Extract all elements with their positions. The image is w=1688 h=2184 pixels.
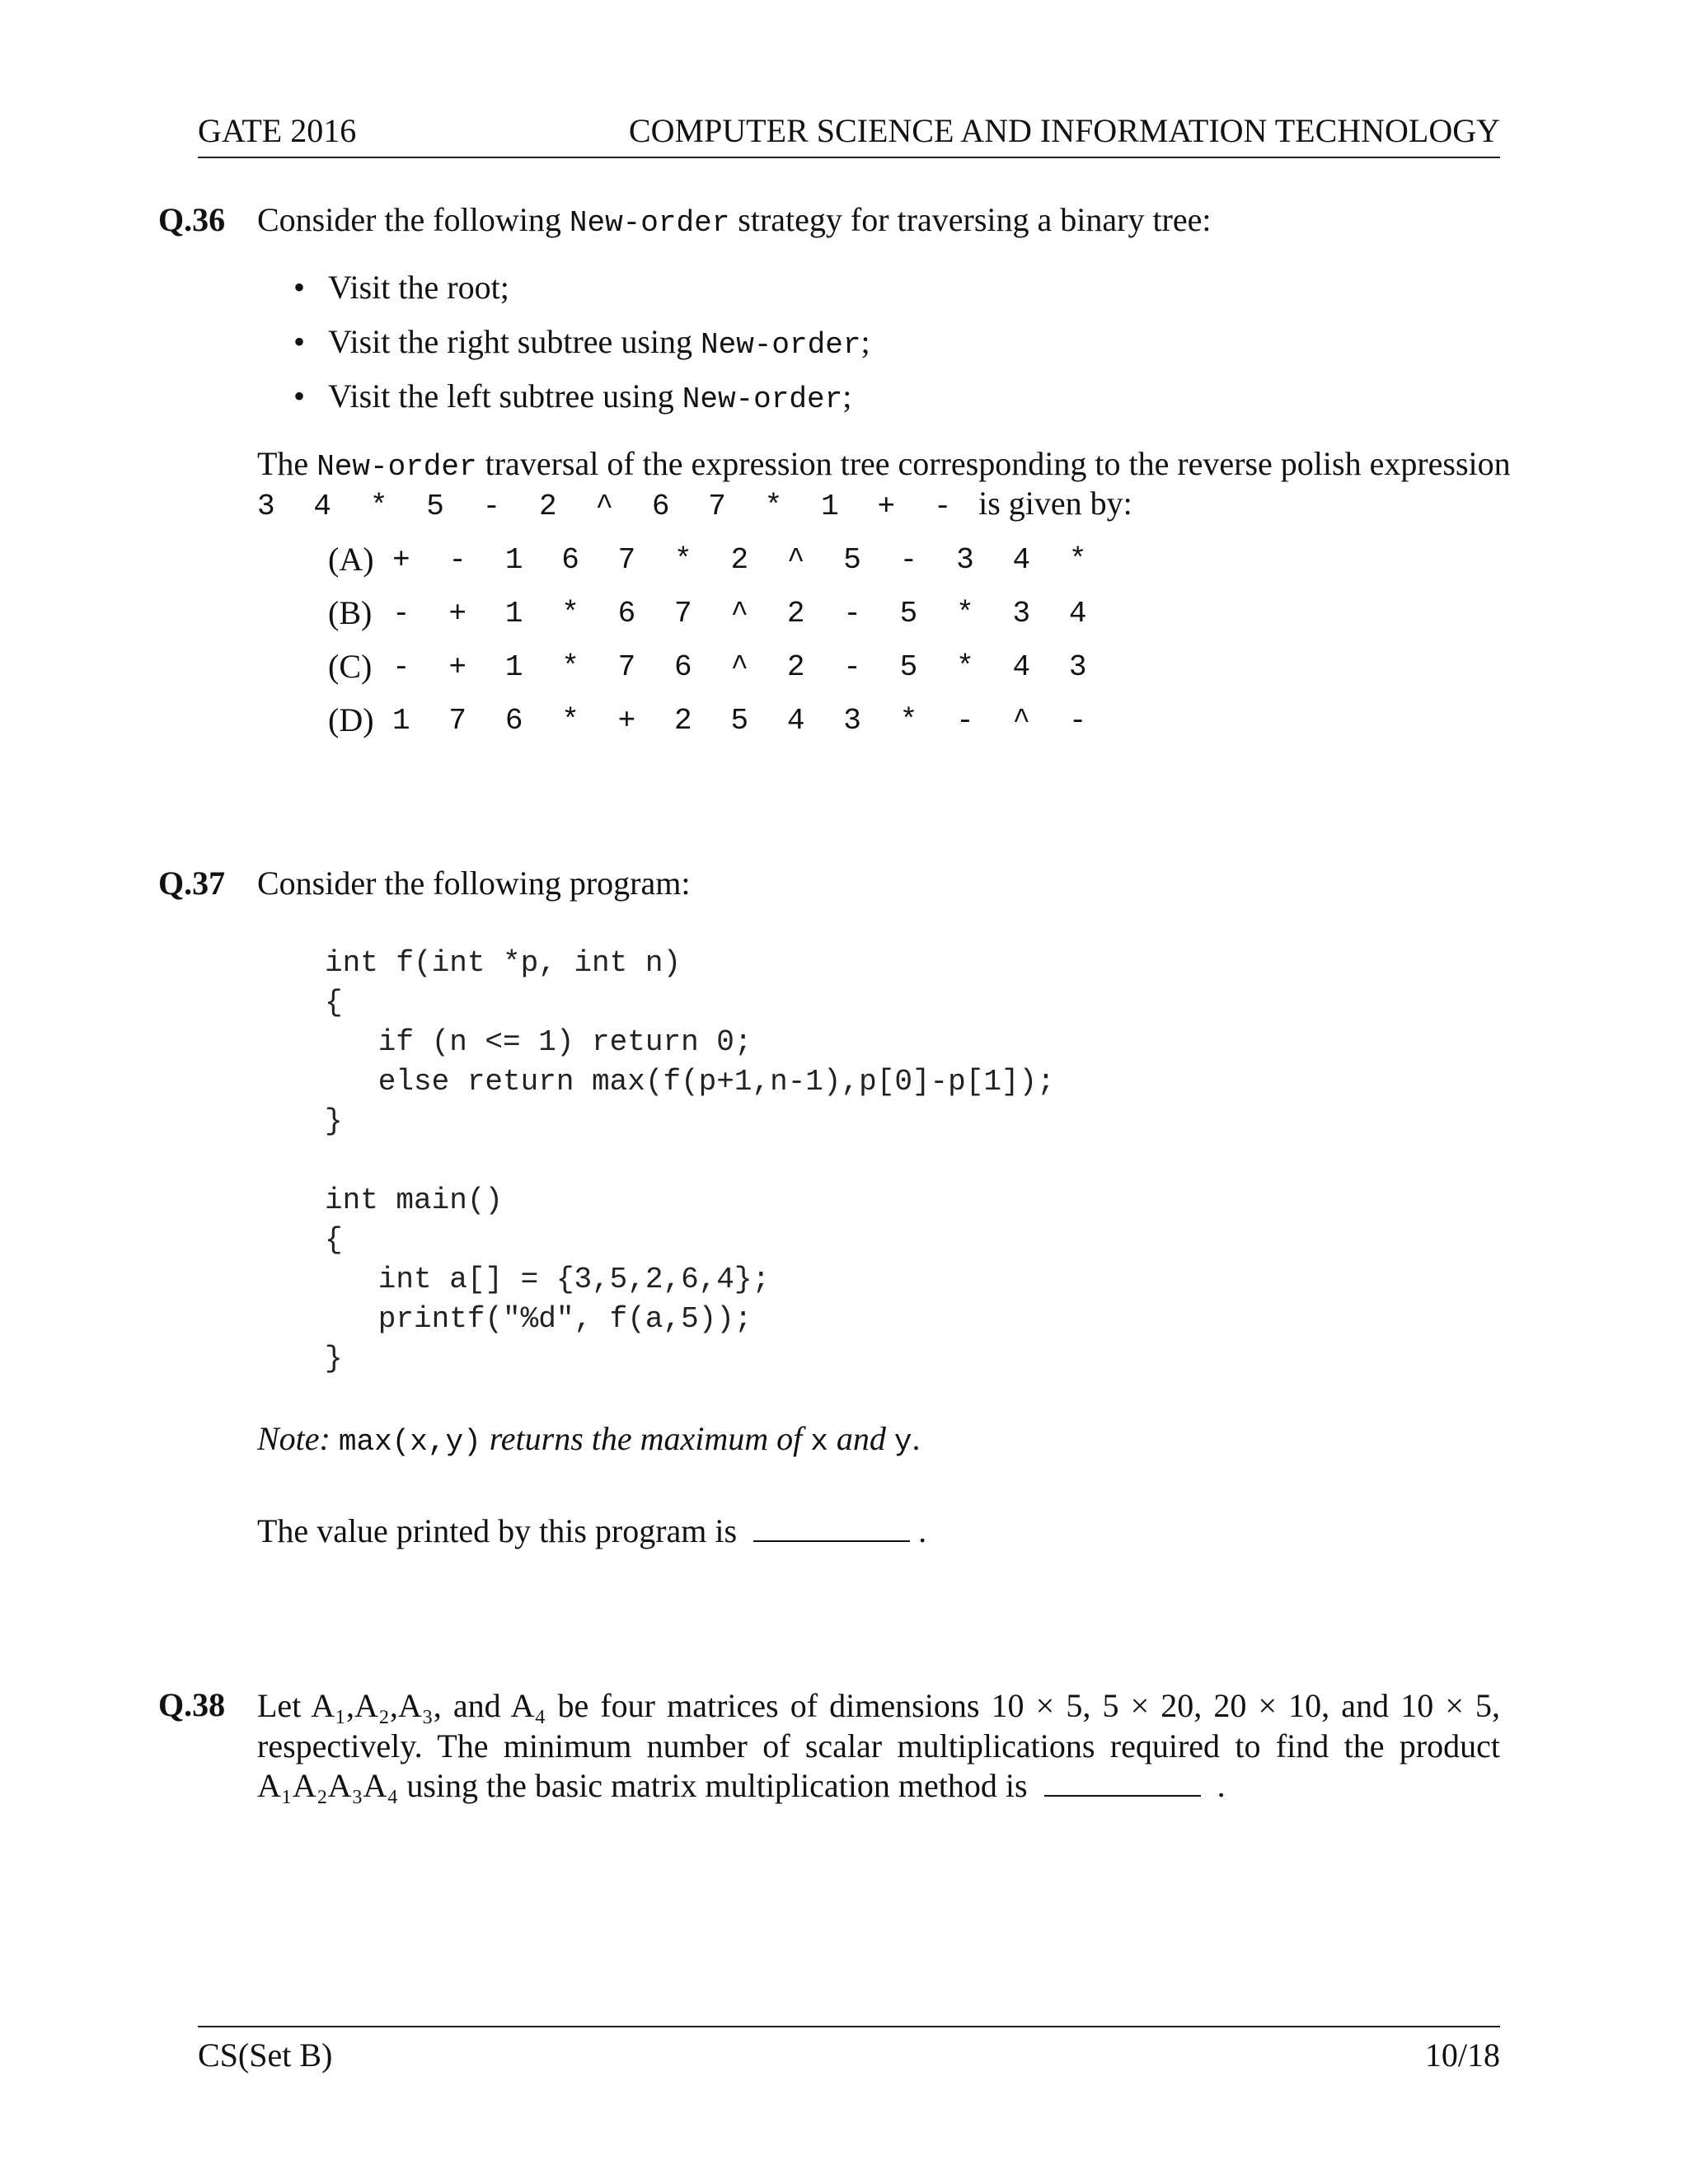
q37-intro: Consider the following program: <box>257 865 691 902</box>
code-line: { <box>325 1223 343 1257</box>
q37-question: The value printed by this program is . <box>257 1512 927 1549</box>
code-line: printf("%d", f(a,5)); <box>325 1302 753 1336</box>
code-line: int f(int *p, int n) <box>325 946 682 980</box>
q36-expression-line: 3 4 * 5 - 2 ^ 6 7 * 1 + - is given by: <box>257 485 1132 523</box>
q37-note: Note: max(x,y) returns the maximum of x and y. <box>257 1420 921 1459</box>
code-line: if (n <= 1) return 0; <box>325 1025 753 1059</box>
header-subject: COMPUTER SCIENCE AND INFORMATION TECHNOLOGY <box>628 112 1500 149</box>
option-b-value: - + 1 * 6 7 ^ 2 - 5 * 3 4 <box>392 597 1098 630</box>
code-line: } <box>325 1342 343 1376</box>
answer-blank[interactable] <box>1044 1770 1201 1797</box>
bullet-icon: • <box>293 323 306 360</box>
option-d-value: 1 7 6 * + 2 5 4 3 * - ^ - <box>392 704 1098 738</box>
footer-set: CS(Set B) <box>198 2036 333 2074</box>
q38-number: Q.38 <box>158 1686 226 1723</box>
rpn-expression: 3 4 * 5 - 2 ^ 6 7 * 1 + - <box>257 490 963 523</box>
option-d-label: (D) <box>328 701 374 738</box>
q36-intro: Consider the following New-order strategy for traversing a binary tree: <box>257 201 1212 240</box>
q36-bullet-2: Visit the right subtree using New-order; <box>328 323 870 362</box>
code-line: else return max(f(p+1,n-1),p[0]-p[1]); <box>325 1065 1055 1099</box>
bullet-icon: • <box>293 269 306 306</box>
code-line: } <box>325 1104 343 1138</box>
q38-line-2: respectively. The minimum number of scalar multiplications required to find the product <box>257 1727 1500 1765</box>
header-exam-name: GATE 2016 <box>198 112 357 149</box>
q38-line-3: A₁A₂A₃A₄ using the basic matrix multiplication method is . <box>257 1767 1226 1804</box>
bullet-icon: • <box>293 377 306 415</box>
q37-number: Q.37 <box>158 865 226 902</box>
answer-blank[interactable] <box>753 1516 910 1542</box>
option-b-label: (B) <box>328 594 373 631</box>
q36-intro-code: New-order <box>569 206 730 240</box>
page-number: 10/18 <box>1424 2036 1500 2074</box>
q36-paragraph: The New-order traversal of the expression tree corresponding to the reverse polish expression <box>257 445 1511 484</box>
code-line: int main() <box>325 1183 504 1217</box>
q36-number: Q.36 <box>158 201 226 238</box>
code-line: int a[] = {3,5,2,6,4}; <box>325 1263 771 1296</box>
option-c-label: (C) <box>328 648 373 685</box>
page-header <box>198 112 1500 158</box>
q38-line-1: Let A₁,A₂,A₃, and A₄ be four matrices of dimensions 10 × 5, 5 × 20, 20 × 10, and 10 × 5, <box>257 1687 1500 1724</box>
page-footer <box>198 2026 1500 2080</box>
q36-bullet-1: Visit the root; <box>328 269 509 306</box>
option-c-value: - + 1 * 7 6 ^ 2 - 5 * 4 3 <box>392 650 1098 684</box>
option-a-label: (A) <box>328 541 374 578</box>
option-a-value: + - 1 6 7 * 2 ^ 5 - 3 4 * <box>392 543 1098 577</box>
q36-bullet-3: Visit the left subtree using New-order; <box>328 377 852 416</box>
code-line: { <box>325 986 343 1019</box>
